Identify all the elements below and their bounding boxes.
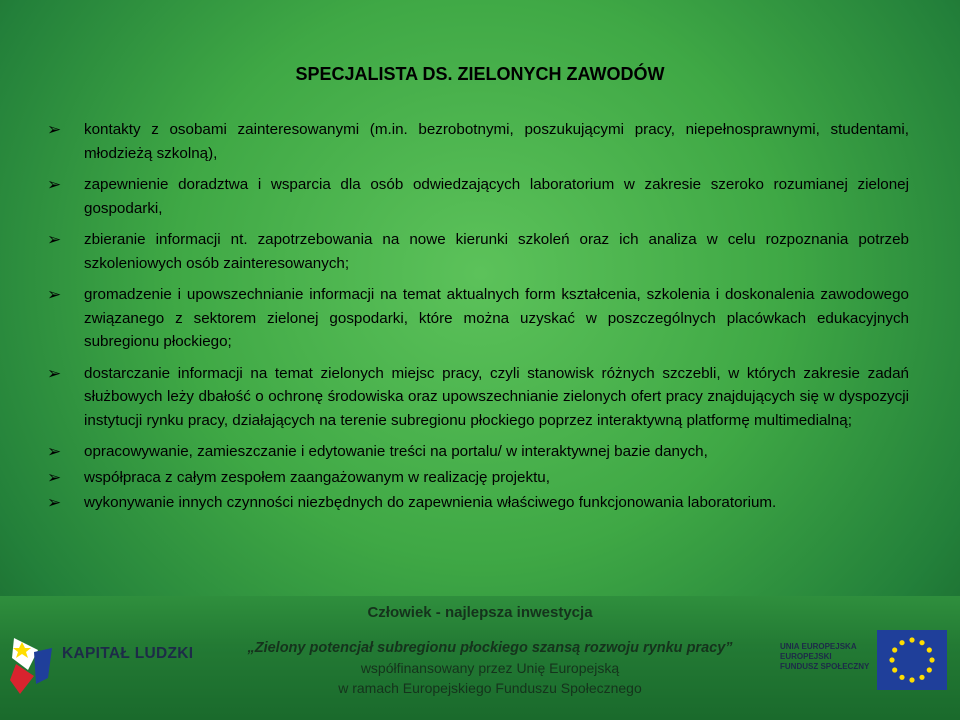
arrow-bullet-icon: ➢ [47,230,62,250]
kapital-ludzki-text: KAPITAŁ LUDZKI [62,645,194,662]
bullet-list [47,118,909,517]
list-item [47,173,909,220]
arrow-bullet-icon: ➢ [47,285,62,305]
list-item [47,118,909,165]
eu-star [927,667,932,672]
cofinanced-line-2: w ramach Europejskiego Funduszu Społecznego [338,680,642,696]
slide-title: SPECJALISTA DS. ZIELONYCH ZAWODÓW [295,64,665,84]
eu-star [919,675,924,680]
eu-text [780,642,875,672]
list-item [47,440,909,464]
list-item-text: dostarczanie informacji na temat zielonych miejsc pracy, czyli stanowisk różnych szczebli, w których zakresie zadań służbowych leży dbałość o ochronę środowiska oraz upowszechnianie zielonych ofert pracy znajdujących się w dyspozycji instytucji rynku pracy, działających na terenie subregionu płockiego poprzez interaktywną platformę multimedialną; [84,364,909,429]
project-title: „Zielony potencjał subregionu płockiego szansą rozwoju rynku pracy” [247,640,733,656]
eu-star [909,637,914,642]
list-item [47,283,909,354]
list-item [47,491,909,515]
arrow-bullet-icon: ➢ [47,175,62,195]
list-item [47,228,909,275]
list-item-text: opracowywanie, zamieszczanie i edytowanie treści na portalu/ w interaktywnej bazie danych, [84,443,708,460]
arrow-bullet-icon: ➢ [47,467,62,488]
eu-star [892,667,897,672]
eu-star [919,640,924,645]
eu-star [927,647,932,652]
eu-star [899,640,904,645]
eu-star [909,677,914,682]
list-item [47,466,909,490]
eu-star [892,647,897,652]
arrow-bullet-icon: ➢ [47,120,62,140]
list-item-text: zapewnienie doradztwa i wsparcia dla osób odwiedzających laboratorium w zakresie szeroko rozumianej zielonej gospodarki, [84,176,909,217]
cofinanced-text [220,658,760,698]
cofinanced-line-1: współfinansowany przez Unię Europejską [360,660,620,676]
eu-line-2: EUROPEJSKI [780,652,832,661]
arrow-bullet-icon: ➢ [47,363,62,384]
list-item-text: zbieranie informacji nt. zapotrzebowania na nowe kierunki szkoleń oraz ich analiza w celu rozpoznania potrzeb szkoleniowych osób zainteresowanych; [84,231,909,272]
logo-shape-red [10,664,34,694]
eu-flag-icon [877,630,947,690]
list-item-text: współpraca z całym zespołem zaangażowanym w realizację projektu, [84,468,550,486]
eu-star [889,657,894,662]
list-item [47,362,909,433]
eu-star [899,675,904,680]
arrow-bullet-icon: ➢ [47,493,62,513]
eu-line-3: FUNDUSZ SPOŁECZNY [780,662,870,671]
list-item-text: kontakty z osobami zainteresowanymi (m.in. bezrobotnymi, poszukującymi pracy, niepełnosprawnymi, studentami, młodzieżą szkolną), [84,121,909,162]
kapital-ludzki-logo-icon [8,628,198,698]
list-item-text: gromadzenie i upowszechnianie informacji na temat aktualnych form kształcenia, szkolenia i doskonalenia zawodowego związanego z sektorem zielonej gospodarki, które można uzyskać w poszczególnych placówkach edukacyjnych subregionu płockiego; [84,286,909,350]
logo-shape-blue [34,648,52,684]
list-item-text: wykonywanie innych czynności niezbędnych do zapewnienia właściwego funkcjonowania laboratorium. [84,494,777,511]
eu-line-1: UNIA EUROPEJSKA [780,642,857,651]
eu-star [929,657,934,662]
slogan: Człowiek - najlepsza inwestycja [367,604,593,621]
arrow-bullet-icon: ➢ [47,442,62,462]
